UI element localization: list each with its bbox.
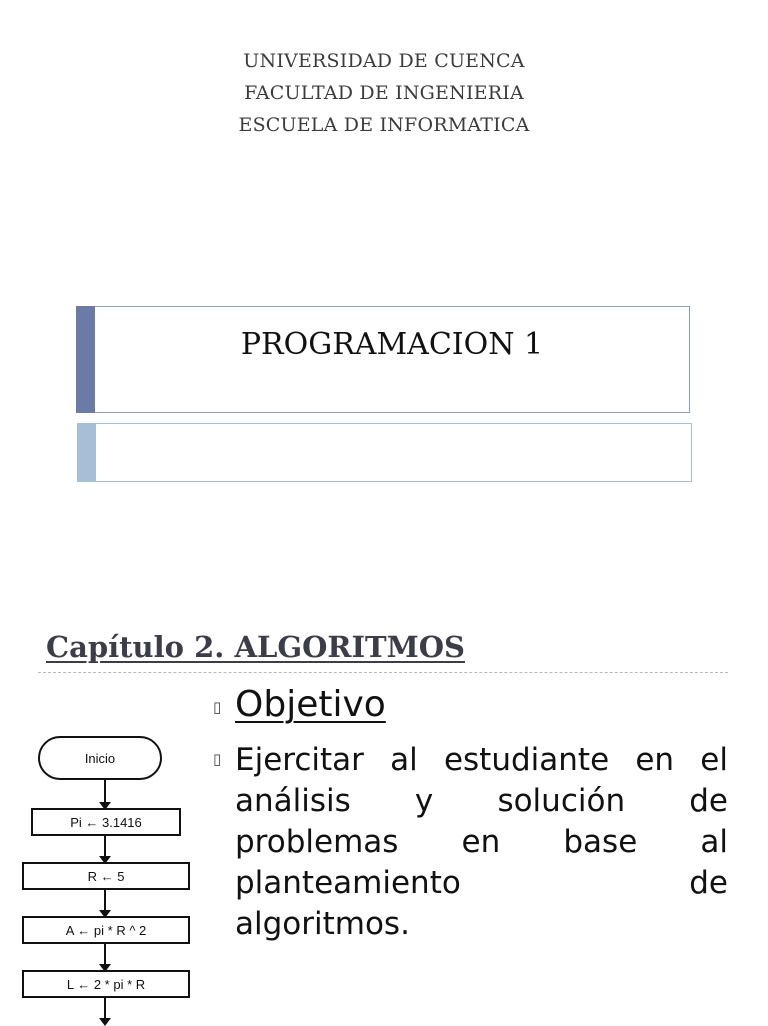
bullet-icon: ▯ <box>213 698 222 716</box>
title-box <box>76 306 690 413</box>
institution-header <box>0 45 768 141</box>
school-name: ESCUELA DE INFORMATICA <box>238 114 530 136</box>
objective-line: análisis y solución de <box>235 783 728 819</box>
objective-line: planteamiento de <box>235 865 728 901</box>
objective-line: algoritmos. <box>235 906 410 942</box>
course-title: PROGRAMACION 1 <box>240 327 544 362</box>
bullet-icon: ▯ <box>213 750 222 768</box>
flowchart-step: A ← pi * R ^ 2 <box>22 916 190 944</box>
flowchart-step: L ← 2 * pi * R <box>22 970 190 998</box>
flowchart-step: R ← 5 <box>22 862 190 890</box>
chapter-slide <box>0 600 768 1024</box>
title-accent-bar <box>76 306 95 413</box>
arrow-down-icon <box>104 944 106 970</box>
objective-text <box>235 740 728 945</box>
arrow-down-icon <box>104 836 106 862</box>
subtitle-accent-bar <box>77 423 96 482</box>
chapter-title: Capítulo 2. ALGORITMOS <box>46 630 465 664</box>
title-divider <box>38 672 728 673</box>
arrow-down-icon <box>104 780 106 808</box>
university-name: UNIVERSIDAD DE CUENCA <box>243 50 525 72</box>
flowchart-step: Pi ← 3.1416 <box>31 808 181 836</box>
flowchart <box>20 730 195 1024</box>
faculty-name: FACULTAD DE INGENIERIA <box>244 82 524 104</box>
arrow-down-icon <box>104 998 106 1024</box>
arrow-down-icon <box>104 890 106 916</box>
objective-heading: Objetivo <box>235 684 386 725</box>
subtitle-box <box>77 423 692 482</box>
flowchart-start: Inicio <box>38 736 162 780</box>
objective-line: Ejercitar al estudiante en el <box>235 742 728 778</box>
objective-line: problemas en base al <box>235 824 728 860</box>
